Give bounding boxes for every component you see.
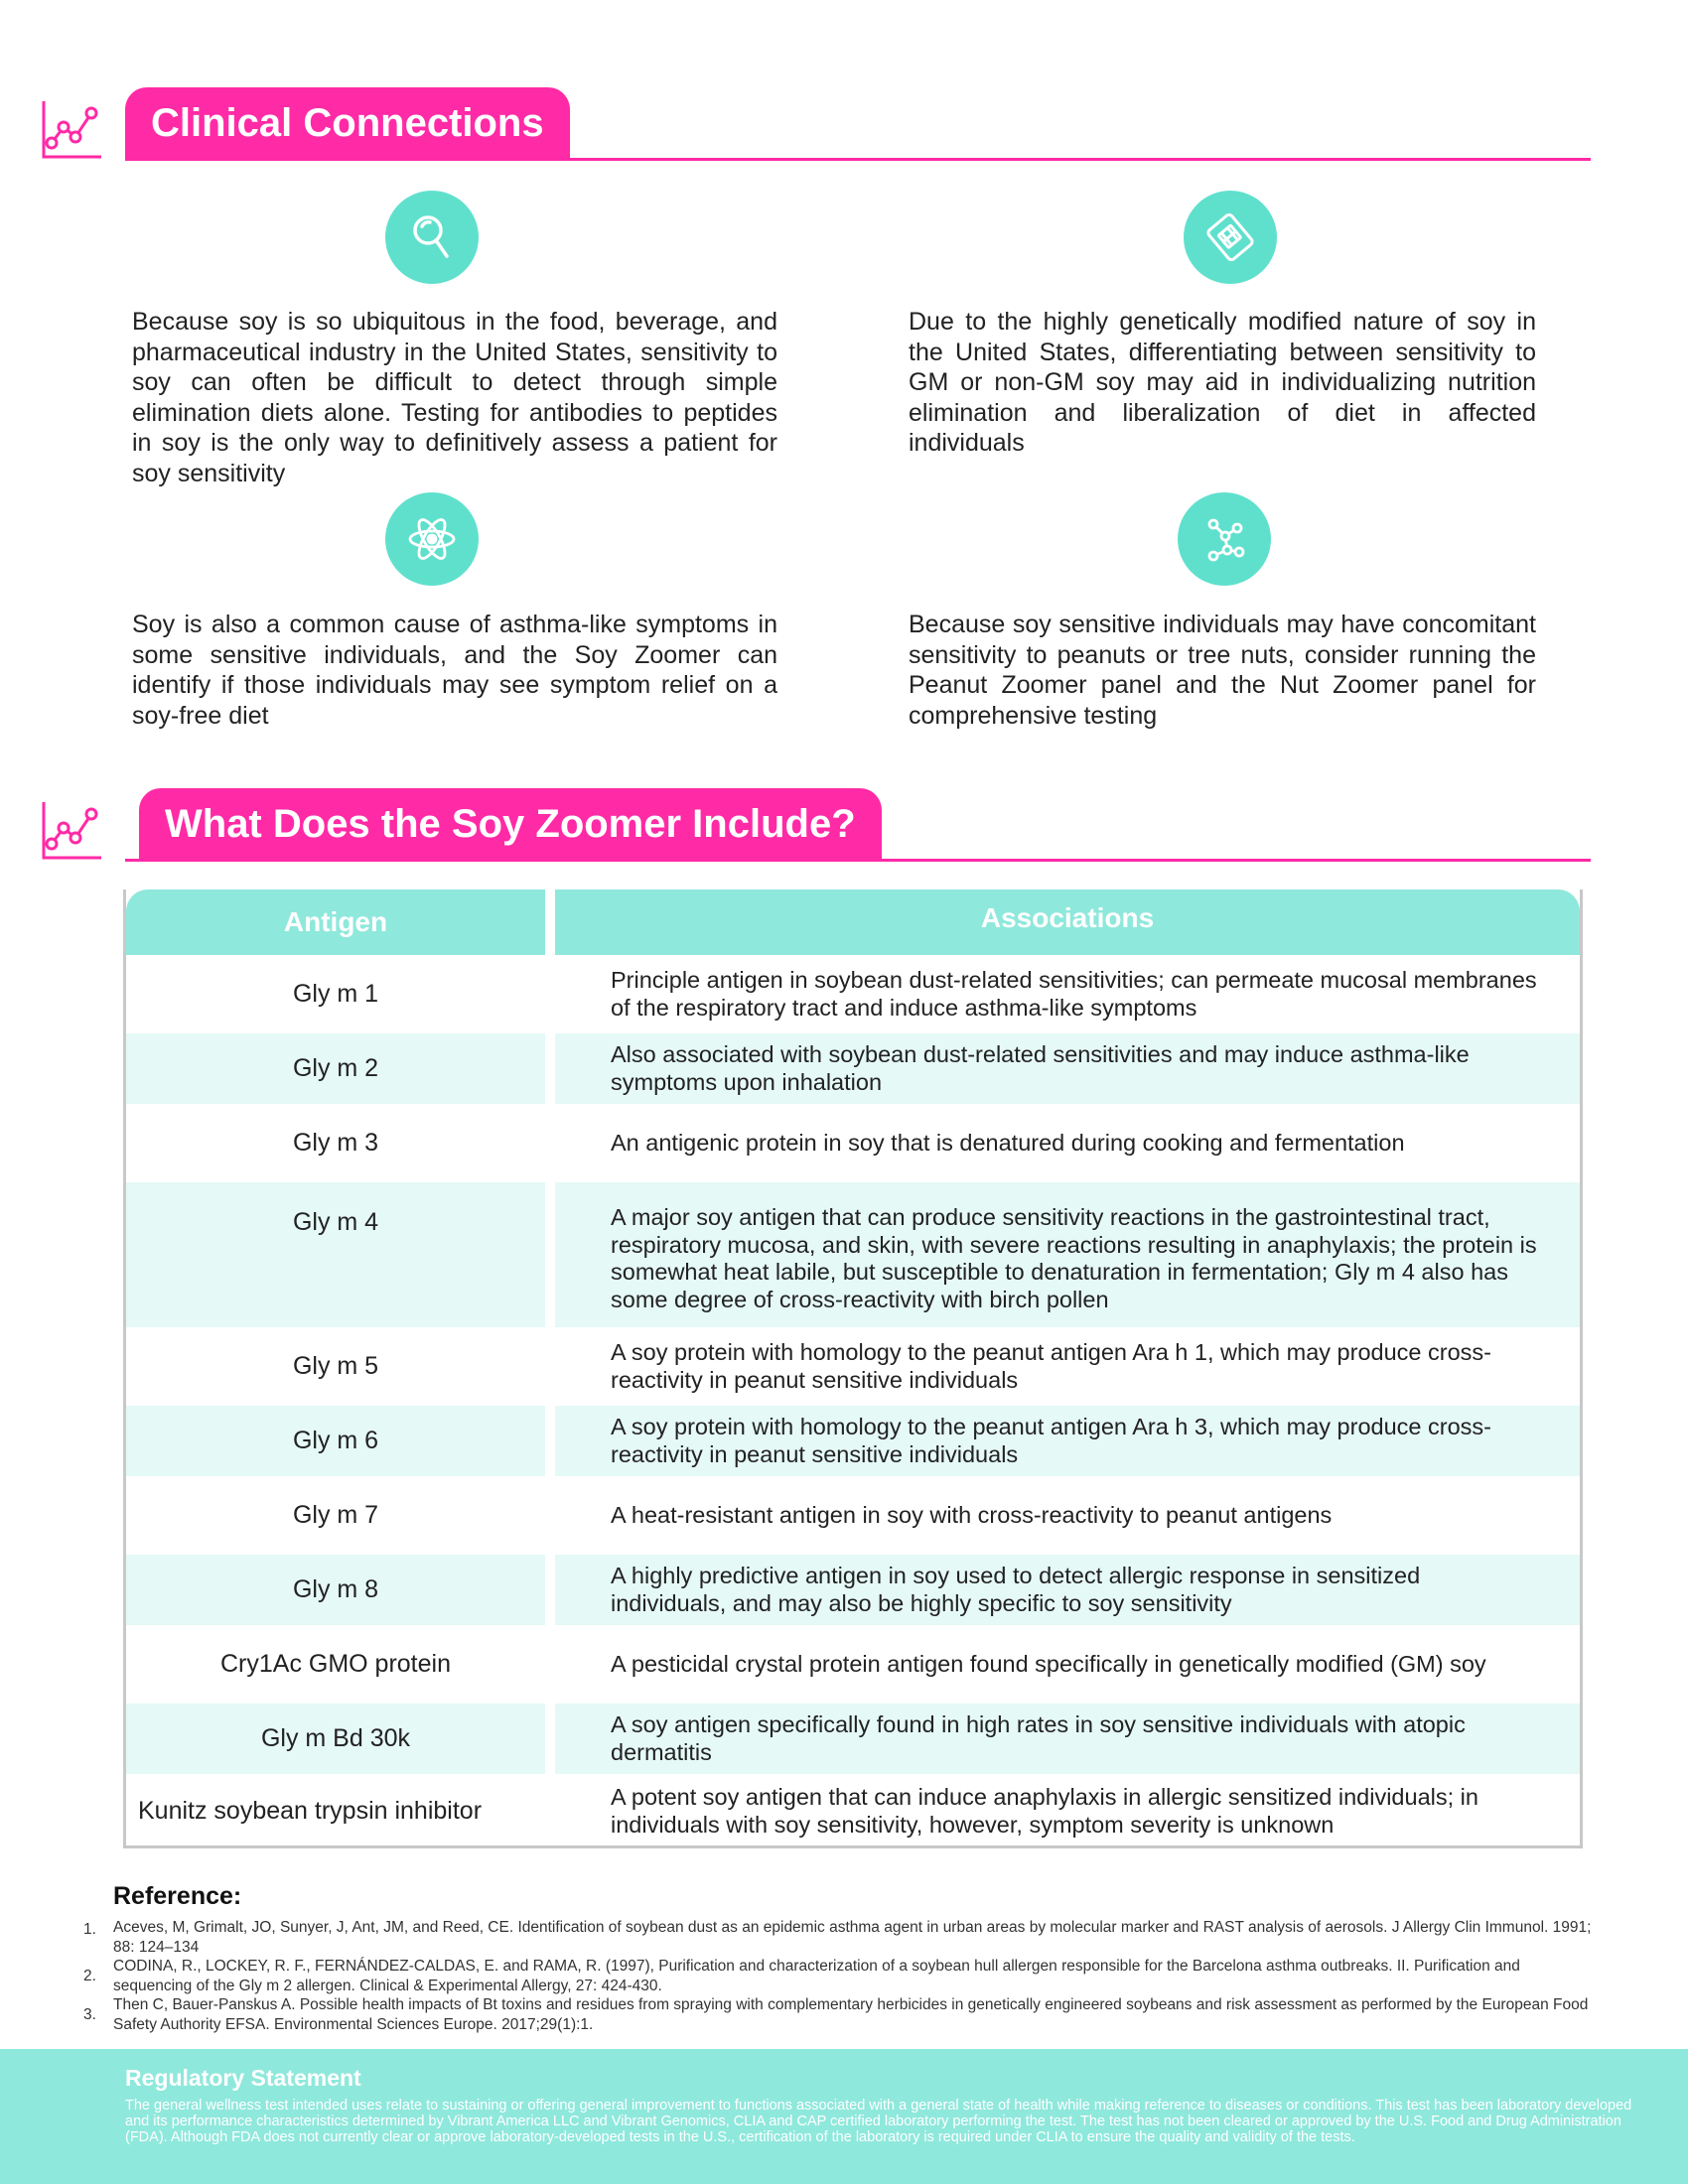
- regulatory-title: Regulatory Statement: [125, 2065, 361, 2091]
- association-cell: A soy protein with homology to the peanut antigen Ara h 1, which may produce cross-reactivity in peanut sensitive individuals: [611, 1339, 1491, 1393]
- antigen-cell: Gly m 4: [126, 1182, 545, 1327]
- clinical-text-3: Soy is also a common cause of asthma-like symptoms in some sensitive individuals, and the Soy Zoomer can identify if those individuals may see symptom relief on a soy-free diet: [132, 611, 777, 730]
- reference-number: 3.: [83, 2006, 96, 2023]
- association-cell: Principle antigen in soybean dust-related sensitivities; can permeate mucosal membranes of the respiratory tract and induce asthma-like symptoms: [611, 967, 1537, 1021]
- association-cell: A highly predictive antigen in soy used to detect allergic response in sensitized individuals, and may also be highly specific to soy sensitivity: [555, 1555, 1580, 1625]
- regulatory-statement: [0, 2049, 1688, 2184]
- reference-number: 1.: [83, 1921, 96, 1938]
- antigen-cell: Gly m Bd 30k: [126, 1704, 545, 1774]
- atom-icon: [385, 492, 479, 586]
- association-cell: A pesticidal crystal protein antigen found specifically in genetically modified (GM) soy: [611, 1650, 1486, 1677]
- association-cell: An antigenic protein in soy that is denatured during cooking and fermentation: [611, 1129, 1405, 1156]
- association-cell: Also associated with soybean dust-related sensitivities and may induce asthma-like symptoms upon inhalation: [555, 1033, 1580, 1104]
- antigen-cell: Gly m 6: [126, 1406, 545, 1476]
- antigen-cell: Gly m 8: [126, 1555, 545, 1625]
- reference-text: CODINA, R., LOCKEY, R. F., FERNÁNDEZ-CALDAS, E. and RAMA, R. (1997), Purification and characterization of a soybean hull allergen responsible for the Barcelona asthma outbreaks. II. Purification and sequencing of the Gly m 2 allergen. Clinical & Experimental Allergy, 27: 424-430.: [113, 1958, 1520, 1994]
- reference-list: [79, 1918, 1595, 2034]
- table-row: [126, 1776, 1580, 1846]
- section-divider: [125, 859, 1591, 862]
- table-row: [126, 1331, 1580, 1402]
- reference-item: [79, 1957, 1595, 1995]
- magnifier-icon: [385, 191, 479, 284]
- table-row: [126, 959, 1580, 1029]
- clinical-text-2: Due to the highly genetically modified nature of soy in the United States, differentiating between sensitivity to GM or non-GM soy may aid in individualizing nutrition elimination and liberalization of diet in affected individuals: [909, 308, 1536, 457]
- antigen-cell: Kunitz soybean trypsin inhibitor: [138, 1797, 483, 1825]
- association-cell: A potent soy antigen that can induce anaphylaxis in allergic sensitized individuals; in individuals with soy sensitivity, however, symptom severity is unknown: [611, 1784, 1478, 1838]
- clinical-text-1: Because soy is so ubiquitous in the food, beverage, and pharmaceutical industry in the United States, sensitivity to soy can often be difficult to detect through simple elimination diets alone. Testing for antibodies to peptides in soy is the only way to definitively assess a patient for soy sensitivity: [132, 308, 777, 487]
- table-row: [126, 1629, 1580, 1700]
- table-row: [126, 1555, 1580, 1625]
- antigen-cell: Gly m 5: [292, 1352, 379, 1380]
- antigen-cell: Gly m 7: [292, 1501, 379, 1529]
- table-row: [126, 1108, 1580, 1178]
- association-cell: A heat-resistant antigen in soy with cross-reactivity to peanut antigens: [611, 1501, 1333, 1528]
- includes-header: [40, 788, 1591, 862]
- reference-number: 2.: [83, 1968, 96, 1984]
- molecule-icon: [1178, 492, 1271, 586]
- antigen-cell: Cry1Ac GMO protein: [219, 1650, 451, 1678]
- table-row: [126, 1704, 1580, 1774]
- table-row: [126, 1406, 1580, 1476]
- column-header-associations: Associations: [555, 889, 1580, 955]
- table-header: [126, 889, 1580, 955]
- antigen-cell: Gly m 2: [126, 1033, 545, 1104]
- reference-item: [79, 1995, 1595, 2034]
- line-chart-icon: [40, 97, 103, 161]
- reference-text: Aceves, M, Grimalt, JO, Sunyer, J, Ant, JM, and Reed, CE. Identification of soybean dust as an epidemic asthma agent in urban areas by molecular marker and RAST analysis of aerosols. J Allergy Clin Immunol. 1991; 88: 124–134: [113, 1919, 1592, 1956]
- regulatory-text: The general wellness test intended uses relate to sustaining or offering general improvement to functions associated with a general state of health while making reference to diseases or conditions. This test has been laboratory developed and its performance characteristics determined by Vibrant America LLC and Vibrant Genomics, CLIA and CAP certified laboratory performing the test. The test has not been cleared or approved by the U.S. Food and Drug Administration (FDA). Although FDA does not currently clear or approve laboratory-developed tests in the U.S., certification of the laboratory is required under CLIA to ensure the quality and validity of the tests.: [125, 2098, 1632, 2145]
- section-title: Clinical Connections: [125, 87, 570, 159]
- column-header-antigen: Antigen: [126, 889, 545, 955]
- table-row: [126, 1480, 1580, 1551]
- section-title: What Does the Soy Zoomer Include?: [139, 788, 882, 860]
- association-cell: A soy protein with homology to the peanut antigen Ara h 3, which may produce cross-reactivity in peanut sensitive individuals: [555, 1406, 1580, 1476]
- antigen-cell: Gly m 3: [292, 1129, 379, 1157]
- association-cell: A soy antigen specifically found in high rates in soy sensitive individuals with atopic dermatitis: [555, 1704, 1580, 1774]
- line-chart-icon: [40, 798, 103, 862]
- antigen-table: [123, 889, 1583, 1848]
- table-row: [126, 1182, 1580, 1327]
- antigen-cell: Gly m 1: [292, 980, 379, 1008]
- section-divider: [125, 158, 1591, 161]
- reference-text: Then C, Bauer-Panskus A. Possible health impacts of Bt toxins and residues from spraying with complementary herbicides in genetically engineered soybeans and risk assessment as performed by the European Food Safety Authority EFSA. Environmental Sciences Europe. 2017;29(1):1.: [113, 1996, 1589, 2033]
- microchip-icon: [1184, 191, 1277, 284]
- association-cell: A major soy antigen that can produce sensitivity reactions in the gastrointestinal tract, respiratory mucosa, and skin, with severe reactions resulting in anaphylaxis; the protein is somewhat heat labile, but susceptible to denaturation in fermentation; Gly m 4 also has some degree of cross-reactivity with birch pollen: [555, 1182, 1580, 1327]
- table-row: [126, 1033, 1580, 1104]
- reference-title: Reference:: [113, 1882, 242, 1910]
- reference-item: [79, 1918, 1595, 1957]
- clinical-connections-header: [40, 87, 1591, 161]
- clinical-text-4: Because soy sensitive individuals may have concomitant sensitivity to peanuts or tree nuts, consider running the Peanut Zoomer panel and the Nut Zoomer panel for comprehensive testing: [909, 611, 1536, 730]
